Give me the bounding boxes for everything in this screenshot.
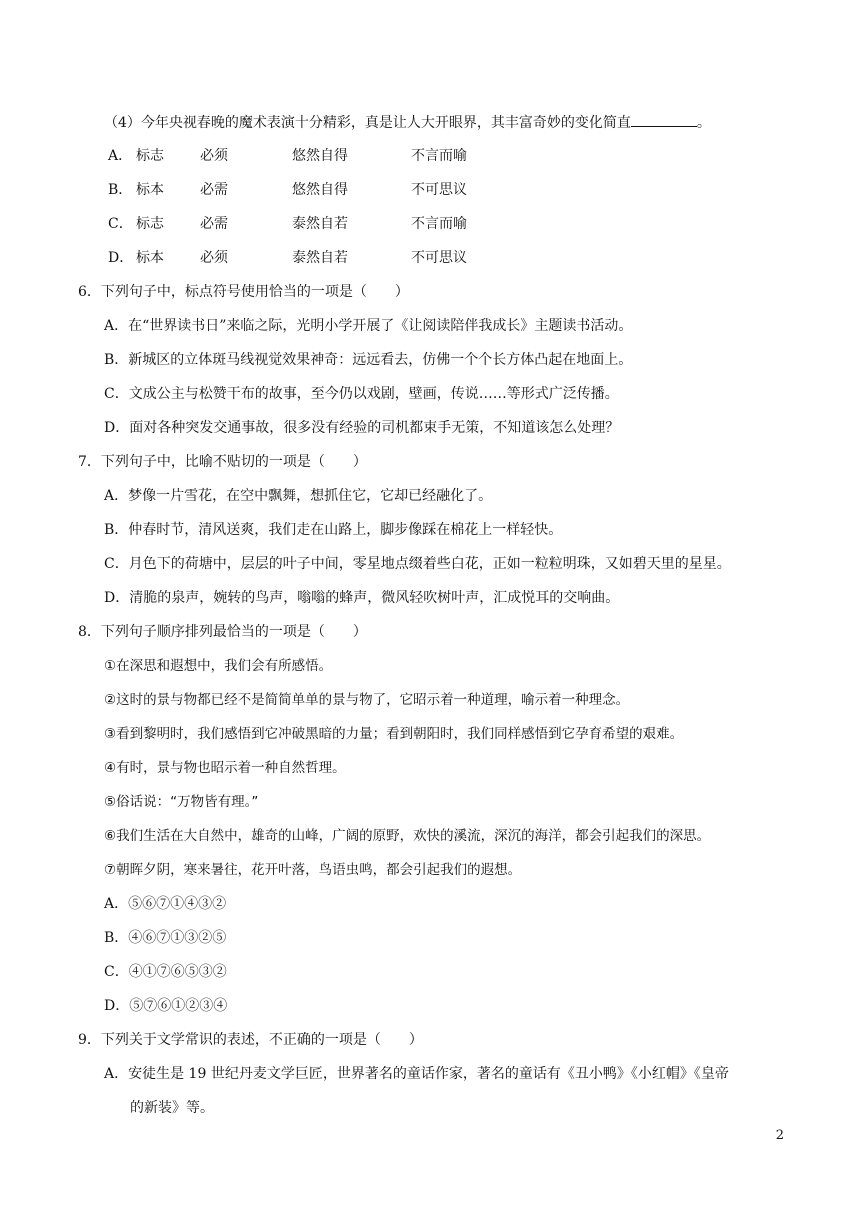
q8-sentence-4: ④有时，景与物也昭示着一种自然哲理。 bbox=[104, 760, 346, 776]
q8-sentence-6: ⑥我们生活在大自然中，雄奇的山峰，广阔的原野，欢快的溪流，深沉的海洋，都会引起我们的深思。 bbox=[104, 828, 711, 844]
option-word-1: 标志 bbox=[136, 216, 164, 232]
q8-option-d: D．⑤⑦⑥①②③④ bbox=[104, 998, 228, 1014]
q7-option-d: D．清脆的泉声，婉转的鸟声，嗡嗡的蜂声，微风轻吹树叶声，汇成悦耳的交响曲。 bbox=[104, 590, 620, 606]
q8-sentence-5: ⑤俗话说：“万物皆有理。” bbox=[104, 794, 259, 810]
option-word-2: 必须 bbox=[200, 148, 228, 164]
option-word-3: 悠然自得 bbox=[292, 148, 348, 164]
q7-option-a: A．梦像一片雪花，在空中飘舞，想抓住它，它却已经融化了。 bbox=[104, 488, 493, 504]
q5-4-suffix: 。 bbox=[696, 115, 711, 131]
q6-option-d: D．面对各种突发交通事故，很多没有经验的司机都束手无策，不知道该怎么处理？ bbox=[104, 420, 620, 436]
q5-4-stem bbox=[104, 112, 711, 133]
option-word-2: 必须 bbox=[200, 250, 228, 266]
q9-option-a-line2: 的新装》等。 bbox=[130, 1100, 214, 1116]
q7-stem: 7．下列句子中，比喻不贴切的一项是（ ） bbox=[78, 454, 367, 470]
q8-option-c: C．④①⑦⑥⑤③② bbox=[104, 964, 227, 980]
q6-option-c: C．文成公主与松赞干布的故事，至今仍以戏剧，壁画，传说……等形式广泛传播。 bbox=[104, 386, 619, 402]
option-letter: C． bbox=[108, 216, 133, 232]
option-word-4: 不言而喻 bbox=[411, 216, 467, 232]
q8-sentence-7: ⑦朝晖夕阴，寒来暑往，花开叶落，鸟语虫鸣，都会引起我们的遐想。 bbox=[104, 862, 522, 878]
q5-4-prefix: （4）今年央视春晚的魔术表演十分精彩，真是让人大开眼界，其丰富奇妙的变化简直 bbox=[104, 115, 631, 131]
q8-sentence-3: ③看到黎明时，我们感悟到它冲破黑暗的力量；看到朝阳时，我们同样感悟到它孕育希望的艰难。 bbox=[104, 726, 684, 742]
option-word-4: 不可思议 bbox=[411, 182, 467, 198]
option-word-3: 泰然自若 bbox=[292, 250, 348, 266]
option-letter: A． bbox=[108, 148, 133, 164]
q8-sentence-1: ①在深思和遐想中，我们会有所感悟。 bbox=[104, 658, 333, 674]
q8-sentence-2: ②这时的景与物都已经不是简简单单的景与物了，它昭示着一种道理，喻示着一种理念。 bbox=[104, 692, 630, 708]
option-word-4: 不可思议 bbox=[411, 250, 467, 266]
q9-option-a-line1: A．安徒生是 19 世纪丹麦文学巨匠，世界著名的童话作家，著名的童话有《丑小鸭》《小红帽》《皇帝 bbox=[104, 1066, 729, 1082]
q8-option-a: A．⑤⑥⑦①④③② bbox=[104, 896, 227, 912]
q7-option-c: C．月色下的荷塘中，层层的叶子中间，零星地点缀着些白花，正如一粒粒明珠，又如碧天里的星星。 bbox=[104, 556, 731, 572]
option-word-1: 标本 bbox=[136, 182, 164, 198]
answer-blank bbox=[631, 112, 697, 127]
page-number: 2 bbox=[775, 1128, 784, 1143]
q9-stem: 9．下列关于文学常识的表述，不正确的一项是（ ） bbox=[78, 1032, 423, 1048]
option-word-1: 标志 bbox=[136, 148, 164, 164]
q6-stem: 6．下列句子中，标点符号使用恰当的一项是（ ） bbox=[78, 284, 409, 300]
option-letter: B． bbox=[108, 182, 133, 198]
q7-option-b: B．仲春时节，清风送爽，我们走在山路上，脚步像踩在棉花上一样轻快。 bbox=[104, 522, 563, 538]
q8-stem: 8．下列句子顺序排列最恰当的一项是（ ） bbox=[78, 624, 367, 640]
option-letter: D． bbox=[108, 250, 134, 266]
q6-option-b: B．新城区的立体斑马线视觉效果神奇：远远看去，仿佛一个个长方体凸起在地面上。 bbox=[104, 352, 633, 368]
option-word-3: 悠然自得 bbox=[292, 182, 348, 198]
option-word-3: 泰然自若 bbox=[292, 216, 348, 232]
option-word-1: 标本 bbox=[136, 250, 164, 266]
option-word-2: 必需 bbox=[200, 216, 228, 232]
q6-option-a: A．在“世界读书日”来临之际，光明小学开展了《让阅读陪伴我成长》主题读书活动。 bbox=[104, 318, 633, 334]
q8-option-b: B．④⑥⑦①③②⑤ bbox=[104, 930, 227, 946]
option-word-2: 必需 bbox=[200, 182, 228, 198]
option-word-4: 不言而喻 bbox=[411, 148, 467, 164]
